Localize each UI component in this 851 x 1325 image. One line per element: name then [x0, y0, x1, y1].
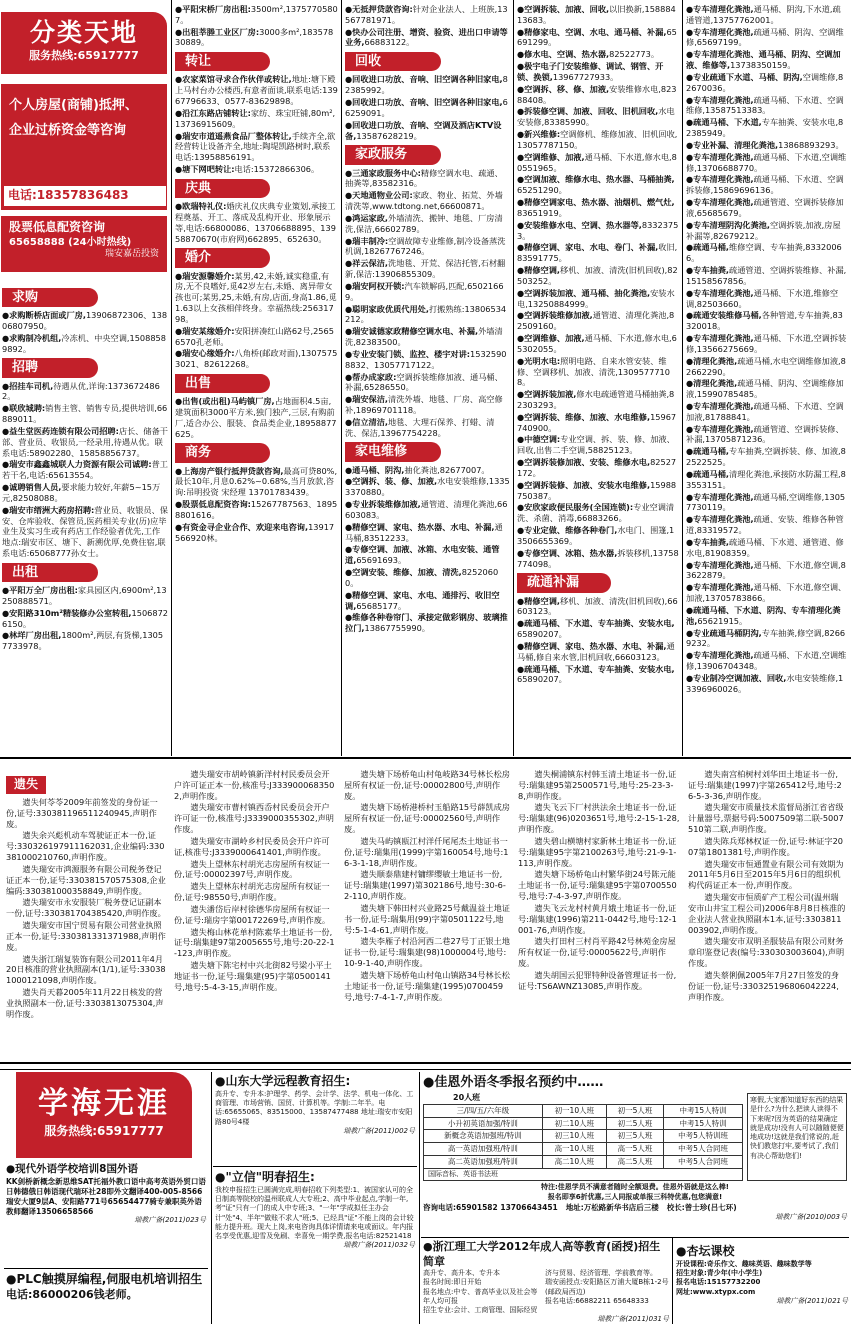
list-item: ●三通家政服务中心:精修空调水电、疏通、抽粪等,83582316。 [345, 167, 503, 189]
list-item: ●空调拆装加液、通马桶、抽化粪池,安装水电,13250884999。 [517, 287, 675, 309]
section-header-chuzu: 出租 [2, 563, 98, 582]
lost-notice: 遗失余兴彪机动车驾驶证正本一份,证号:330326197911162031,企业编码:330381000210760,声明作废。 [6, 830, 165, 863]
lost-notice: 遗失瑞安市国宁贸易有限公司营业执照正本一份,证号:330381331371988,声明作废。 [6, 920, 166, 952]
col5-list [686, 4, 848, 695]
list-item: ●欧瑞特礼仪:婚庆礼仪庆典专业策划,承接工程奠基、开工、落成及乱构开业、形象展示等,电话:66800086、13706688895、13958870670(市府网)662895、652630。 [175, 201, 336, 244]
list-item: ●空调维修、加液,通马桶、下水道,修水电,80551965。 [517, 151, 677, 173]
list-item: ●瑞丰制冷:空调故障专业维修,制冷设备蒸洗机调,18267767246。 [345, 235, 506, 257]
text-line: 招生对象:青少年(中小学生) [676, 1269, 763, 1278]
lost-notice: 遗失飞云龙村村黄月娥土地证书一份,证号:瑞集建(1996)第211-0442号,地号:12-1001-76,声明作废。 [518, 902, 677, 935]
edu-ad-title: ●PLC触摸屏编程,伺服电机培训招生 [6, 1272, 203, 1286]
list-item: ●专修空调、冰箱、热水器,拆装移机,13758774098。 [517, 547, 679, 569]
lost-notice: 遗失飞云下厂村洪法余土地证书一份,证号:瑞集建(96)0203651号,地号:2-15-1-28,声明作废。 [518, 802, 680, 835]
list-item: ●空调拆装修、加液、安装水电维修,15988750387。 [517, 479, 677, 501]
list-item: ●瑞安市鑫鑫城联人力资源有限公司诚聘:普工若干名,电话:65613554。 [2, 459, 168, 481]
list-item: ●极宇电子门安装维修、调试、钢管、开锁、换锁,13967727933。 [517, 61, 664, 82]
list-item: ●疏通马桶、下水道、阴沟、专车清理化粪池,65621915。 [686, 604, 841, 626]
col4 [517, 4, 679, 754]
text-line: 开设课程:奇乐作文、趣味英语、趣味数学等 [676, 1259, 812, 1268]
lost-notice: 遗失瑞安市恒通置业有限公司有效期为2011年5月6日至2015年5月6日的组织机构代码证正本一份,声明作废。 [688, 858, 844, 891]
list-item: ●瑞安源馨婚介:某男,42,未婚,诚实稳重,有房,无不良嗜好,觅42岁左右,未婚、离异带女孩也可;某男,25,未婚,有房,店面,身高1.86,觅1.63以上女孩相伴终身。幸福热线:25631798。 [175, 270, 337, 324]
edu-ad-a1 [6, 1163, 206, 1226]
huishou-list [345, 74, 510, 141]
list-item: ●专车清理化粪池,疏通管道、空调拆装修加液,65685679。 [686, 197, 844, 218]
lost-notice: 遗失马屿镇瓯江村洋仟尾尾杰土地证书一份,证号:瑞集用(1999)字第160054号,地号:16-3-1-18,声明作废。 [344, 835, 509, 868]
table-cell: 中考15人特训 [664, 1104, 743, 1117]
list-item: ●空调拆装修加液、安装、维修水电,82527172。 [517, 457, 677, 478]
list-item: ●光明水电:照明电路、自来水管安装、维修、空调移机、加液、清洗,13095777108。 [517, 355, 670, 388]
lost-notice: 遗失李雁子村沿河西二巷27号丁正银土地证书一份,证号:瑞集建(98)1000004号,地号:10-9-1-40,声明作废。 [344, 936, 510, 969]
edu-ad-code: 瑞教广备(2011)031号 [597, 1315, 669, 1324]
list-item: ●空调安装、维修、加液、清洗,82520600。 [345, 567, 499, 588]
lost-notice: 遗失潘岱后岸村徐德华房屋所有权证一份,证号:瑞房字第00172269号,声明作废。 [174, 903, 331, 925]
list-item: ●精修空调、家电、水电、通排污、收旧空调,65685177。 [345, 589, 500, 611]
text-line: 招生专业:会计、工商管理、国际经贸 [423, 1305, 538, 1314]
section-header-jiazheng: 家政服务 [345, 145, 441, 164]
hunjie-list [175, 271, 338, 370]
promo-text: 个人房屋(商铺)抵押、企业过桥资金等咨询 [9, 98, 138, 138]
list-item: ●回收进口功放、音响、旧空调各种旧家电,66259091。 [345, 97, 508, 118]
list-item: ●专修空调、加液、冰箱、水电安装、通管道,65691693。 [345, 544, 500, 566]
lost-notice: 遗失塘下场桥龟山村龟山镇路34号林长松土地证书一份,证号:瑞集建(1995)0700459号,地号:7-4-1-7,声明作废。 [344, 969, 510, 1002]
lost-notice: 遗失梅山林花单村陈素华土地证书一份,证号:瑞集建97第2005655号,地号:20-22-1-123,声明作废。 [174, 926, 335, 959]
lost-notice: 遗失塘下场桥港桥村玉船路15号薛凯成房屋所有权证一份,证号:00002560号,声明作废。 [344, 802, 510, 835]
lost-notice: 遗失肖天暮2005年11月22日核发的营业执照副本一份,证号:330381307530​4,声明作废。 [6, 987, 164, 1019]
lost-notice: 遗失塘下场桥龟山村龟岐路34号林长松房屋所有权证一份,证号:00002800号,声明作废。 [344, 769, 510, 801]
list-item: ●精修空调,移机、加液、清洗(旧机回收),82503252。 [517, 265, 678, 286]
list-item: ●空调拆装维修加液,通管道、清理化粪池,82509160。 [517, 310, 675, 332]
table-cell: 高一10人班 [542, 1143, 606, 1156]
list-item: ●专车清理阴沟化粪池,空调拆装,加液,房屋补漏等,82679212。 [686, 219, 841, 241]
lost-col2 [174, 769, 336, 994]
classified-sidebar [0, 0, 171, 757]
list-item: ●专业疏通马桶阴沟,专车抽粪,修空调,82669232。 [686, 627, 846, 649]
list-item: ●疏通安装维修马桶,各种管道,专车抽粪,83320018。 [686, 310, 843, 332]
table-cell: 中考5人合同班 [664, 1143, 743, 1156]
list-item: ●信立清洁,地毯、大理石保养、打蜡、清洗、保洁,13967754228。 [345, 416, 495, 438]
list-item: ●专车清理化粪池,通马桶、下水道,空调拆装修,13566275669。 [686, 333, 847, 354]
edu-ad-code: 瑞教广备(2010)003号 [775, 1212, 847, 1221]
section-header-chushou: 出售 [175, 374, 270, 393]
lost-col4 [518, 769, 680, 993]
list-item: ●招挂车司机,待遇从优,详询:13736724862。 [2, 380, 160, 402]
table-cell: 初一10人班 [542, 1104, 606, 1117]
list-item: ●帮办成家政:空调拆装维修加液、通马桶、补漏,65286550。 [345, 371, 503, 393]
list-item: ●专业定做、维修各种卷门,水电门、围篷,13506655369。 [517, 525, 675, 546]
list-item: ●求购断桥店面或厂房,13906872306、13806807950。 [2, 310, 168, 331]
list-item: ●专车抽粪,疏通管道、空调拆装维修、补漏,15158567856。 [686, 265, 847, 286]
lost-notice: 遗失南宫柏树村刘华田土地证书一份,证号:瑞集建(1997)字第265412号,地号:26-5-3-36,声明作废。 [688, 769, 842, 801]
list-item: ●专业制冷空调加液、回收,水电安装维修,13396960026。 [686, 672, 844, 694]
list-item: ●通马桶、阴沟,抽化粪池,82677007。 [345, 464, 490, 475]
table-cell: 初二5人班 [606, 1117, 663, 1130]
table-cell: 中考5人合同班 [664, 1156, 743, 1169]
lost-notice: 遗失瑞安市湖岭乡村民委员会开户许可证,核准号:J3339000641401,声明作废。 [174, 835, 330, 857]
table-cell: 初三10人班 [542, 1130, 606, 1143]
lost-notice: 遗失打田村三村肖平路42号林苑金房屋所有权证一份,证号:00005622号,声明作废。 [518, 936, 676, 969]
table-row [424, 1130, 743, 1143]
list-item: ●专车清理化粪池,疏通马桶,空调维修,13057730119。 [686, 491, 846, 513]
col3 [345, 4, 510, 754]
text-line: 网址:www.xtypx.com [676, 1287, 756, 1296]
list-item: ●瑞安诚德家政精修空调水电、补漏,外墙清洗,82383500。 [345, 326, 503, 348]
qingdian-list [175, 201, 338, 244]
list-item: ●专业安装门锁、监控、楼宇对讲:15325908832、13057717122。 [345, 348, 507, 370]
table-cell: 初二10人班 [542, 1117, 606, 1130]
edu-ad-body: KK剑桥新概念新思维SAT托福外教口语中高考英语外贸口语日韩德俄日韩语现代瑞环社28即外文翻译400-005-8566瑞安大厦9层A、安阳路771号65654477骑专兼职英外语教师翻译13506658566 [6, 1176, 206, 1216]
section-header-qiugou: 求购 [2, 288, 98, 307]
lost-notice: 遗失浙江瑞复装饰有限公司2011年4月20日核准的营业执照副本(1/1),证号:330381000121098,声明作废。 [6, 953, 166, 986]
section-header-shutong: 疏通补漏 [517, 573, 611, 592]
list-item: ●专车清理化粪池,疏通马桶、下水道,空调维修,13706688770。 [686, 151, 847, 173]
list-item: ●专车清理化粪池,疏通马桶、阴沟、空调维修,65697199。 [686, 26, 844, 48]
edu-ad-body: 电话:86000206钱老师。 [6, 1287, 138, 1301]
section-header-shangwu: 商务 [175, 443, 270, 462]
lost-notice: 遗失瑞安市鸿源服务有限公司税务登记证正本一份,证号:330381570575308,企业编码:330381000358849,声明作废。 [6, 863, 166, 896]
list-item: ●专车清理化粪池,通马桶、阴沟,下水道,疏通管道,13757762001。 [686, 4, 841, 25]
list-item: ●回收进口功放、音响、空调及酒店KTV设备,13587628219。 [345, 119, 502, 141]
edu-ad-body: 高升专、专升本:护理学、药学、会计学、法学、机电一体化、工商管理、市场营销、国贸、计算机等。学制:二年半。电话:65655065、83515000、13587477488 地址:瑞安市安阳路80号4楼 [215, 1089, 414, 1126]
table-cell: 中考5人特训班 [664, 1130, 743, 1143]
lost-notice: 遗失塘下场桥龟山村繁华街24号陈元能土地证书一份,证号:瑞集建95字第0700550号,地号:7-4-3-97,声明作废。 [518, 869, 677, 902]
list-item: ●专车清理化粪池,通马桶、下水道,维修空调,82503660。 [686, 287, 839, 309]
table-cell: 初三5人班 [606, 1130, 663, 1143]
list-item: ●无抵押贷款咨询:针对企业法人、上班族,13567781971。 [345, 4, 508, 25]
lost-notice: 遗失瑞安市双明圣服装品有限公司财务章印鉴登记表(编号:330303003604),声明作废。 [688, 936, 845, 969]
lost-notice: 遗失上望林东村胡光志房屋所有权证一份,证号:00002397号,声明作废。 [174, 858, 330, 880]
table-cell: 高二10人班 [542, 1156, 606, 1169]
edu-ad-title: ●杏坛课校 [676, 1244, 735, 1258]
col4-list [517, 4, 679, 569]
lost-notice: 遗失瑞安市永安服装厂税务登记证副本一份,证号:330381704385420,声明作废。 [6, 897, 166, 919]
list-item: ●修水电、空调、热水器,82522773。 [517, 49, 660, 60]
list-item: ●瑞安保洁,清洗外墙、地毯、厂房、高空修补,18969701118。 [345, 394, 503, 415]
edu-header [16, 1072, 192, 1158]
list-item: ●专车清理化粪池,通马桶、下水道,修空调、加液,13705783866。 [686, 582, 847, 604]
table-cell: 高二5人班 [606, 1156, 663, 1169]
section-header-zhaopin: 招聘 [2, 358, 98, 377]
zhaopin-list [2, 381, 168, 559]
table-cell: 初一5人班 [606, 1104, 663, 1117]
table-row [424, 1104, 743, 1117]
stock-company: 瑞安嘉岳投资 [104, 249, 159, 260]
list-item: ●疏通马桶,清理化粪池,承接防水防漏工程,83553151。 [686, 468, 846, 490]
section-header-jiadian: 家电维修 [345, 442, 441, 461]
promo-tel: 电话:18357836483 [4, 186, 166, 206]
edu-ad-title: ●浙江理工大学2012年成人高等教育(函授)招生简章 [423, 1240, 661, 1268]
list-item: ●快办公司注册、增资、验资、进出口申请等业务,66883122。 [345, 26, 508, 48]
edu-ad-title: ●"立信"明春招生: [215, 1170, 315, 1184]
text-line: 报名电话:15157732200 [676, 1278, 761, 1287]
lost-title: 遗失 [6, 776, 46, 794]
list-item: ●专业疏通下水道、马桶、阴沟,空调维修,82670036。 [686, 71, 844, 93]
list-item: ●专车清理化粪池,疏通马桶、下水道、空调维修,13587513383。 [686, 94, 844, 116]
text-line: 报名地点:中专、普高毕业以及社会等年人均可报 [423, 1287, 538, 1305]
class-special2: 报名即享6折优惠,三人同报或单报三科特优惠,包您满意! [547, 1192, 723, 1201]
list-item: ●专车清理化粪池,疏通马桶、下水道,空调维修,13906704348。 [686, 650, 847, 672]
table-cell: 高二英语加强班/特训 [424, 1156, 543, 1169]
edu-ad-code: 瑞教广备(2011)032号 [343, 1241, 415, 1250]
list-item: ●祥云保洁,洗地毯、开荒、保洁托管,石材翻新,保洁:13906855309。 [345, 258, 506, 280]
section-header-qingdian: 庆典 [175, 179, 270, 198]
lost-notice: 遗失顺泰鼎建村镛缪缨敏土地证书一份,证号:瑞集建(1997)第302186号,地号:30-6-2-110,声明作废。 [344, 869, 506, 902]
list-item: ●空调拆、装、修、加液,水电安装维修,13353370880。 [345, 476, 510, 498]
lost-notice: 遗失陈兵郑林权证一份,证号:林证字2007第1801381号,声明作废。 [688, 835, 843, 857]
lost-notice: 遗失上望林东村胡光志房屋所有权证一份,证号:98550号,声明作废。 [174, 881, 330, 903]
list-item: ●空调拆装加液,修水电疏通管道马桶抽粪,82303293。 [517, 389, 675, 410]
list-item: ●平阳宋桥厂房出租:3500m²,13757705807。 [175, 4, 338, 25]
lost-notice: 遗失瑞安市曹村镇西岙村民委员会开户许可证一份,核准号:J3339000355302,声明作废。 [174, 802, 334, 835]
edu-ad-a2 [6, 1272, 206, 1302]
table-row [424, 1117, 743, 1130]
list-item: ●联欣城聘:销售主管、销售专员,提供培训,66889011。 [2, 403, 168, 425]
zhuanrang-list [175, 74, 338, 174]
jiadian-list [345, 465, 510, 634]
lost-notice: 遗失何苓苓2009年前签发的身份证一份,证号:330381196511240945,声明作废。 [6, 797, 158, 829]
lost-notice: 遗失胡国云犯罪特种设备管理证书一份,证号:TS6AWNZ13085,声明作废。 [518, 969, 677, 991]
class-table [423, 1104, 743, 1169]
list-item: ●平阳万全厂房出租:家具园区内,6900m²,13250888571。 [2, 585, 167, 606]
stock-tel: 65658888 (24小时热线) [9, 236, 132, 248]
class-side: 寒假,大家都知道好东西的结果是什么?为什么把读人读得不下来呢?因为英语的结果确定就是成功!没有人可以随随便便地成功!这就是我们常说的,赶快们教您打牢,要考试了,我们有决心帮助您们! [747, 1093, 847, 1181]
table-row [424, 1143, 743, 1156]
table-cell: 高一英语加强班/特训 [424, 1143, 543, 1156]
list-item: ●空调拆装、加液、回收,以旧换新,15888413683。 [517, 4, 676, 25]
list-item: ●清理化粪池,疏通马桶、阴沟、空调维修加液,15990785485。 [686, 378, 844, 400]
list-item: ●精修空调、家电、水电、卷门、补漏,收旧,83591775。 [517, 242, 678, 264]
list-item: ●瑞安市缙洲大药房招聘:营业员、收银员、保安、仓库验收、保管员,医药相关专业(历)应毕业生及实习生或有药店工作经验者优先,工作地点:瑞安市区、塘下、新溯优厚,免费住宿,联系电话:65068777孙女士。 [2, 504, 168, 559]
qiugou-list [2, 310, 168, 354]
list-item: ●上海房产银行抵押贷款咨询,最高可贷80%,最长10年,月息0.62%~0.68%,当月放款,咨询:吊明投资 宋经理 13701783439。 [175, 465, 338, 498]
list-item: ●林垟厂房出租,1800m²,两层,有货梯,13057733978。 [2, 630, 164, 652]
lost-notice: 遗失瑞安市恒质矿产工程公司(温州瑞安市山井宝工程公司)2006年8月8日核准的企业法人营业执照副本1本,证号:3303811003902,声明作废。 [688, 892, 846, 935]
list-item: ●疏通马桶,维修空调、专车抽粪,83320066。 [686, 242, 842, 264]
edu-ad-code: 瑞教广备(2011)002号 [343, 1126, 415, 1135]
section-header-hunjie: 婚介 [175, 248, 270, 267]
list-item: ●出租莘塍工业区厂房:3000多m²,18357830889。 [175, 26, 334, 48]
list-item: ●瑞安心缘婚介:八角桥(邮政对面),13075753021、82612268。 [175, 348, 338, 370]
list-item: ●专车清理化粪池,疏通马桶、下水道、空调拆装修,15869696136。 [686, 174, 844, 196]
text-line: 高升专、高升本、专升本 [423, 1269, 500, 1278]
shangwu-list [175, 466, 338, 544]
edu-ad-code: 瑞教广备(2011)021号 [776, 1296, 848, 1305]
list-item: ●塘下网吧转让:电话:15372866306。 [175, 164, 320, 175]
edu-title: 学海无涯 [38, 1086, 170, 1121]
list-item: ●疏通马桶、下水道,专车抽粪、安装水电,82385949。 [686, 117, 844, 139]
edu-ad-b2 [215, 1170, 415, 1250]
list-item: ●安阳路310m²精装修办公室转租,15068726150。 [2, 607, 168, 629]
list-item: ●诚聘销售人员,要求能力较好,年薪5~15万元,82508088。 [2, 482, 161, 503]
list-item: ●有资金寻企业合作、欢迎来电咨询,13917566920林。 [175, 521, 335, 543]
col5 [686, 4, 848, 754]
class-head: 20人班 [453, 1093, 481, 1103]
col2-top-list [175, 4, 338, 48]
edu-ad-title: ●现代外语学校培训8国外语 [6, 1163, 138, 1175]
edu-ad-body [676, 1260, 848, 1297]
class-teacher: 校长:曾士珍(吕七环) [666, 1202, 737, 1212]
section-header-huishou: 回收 [345, 52, 441, 71]
col1-list [2, 285, 168, 653]
list-item: ●回收进口功放、音响、旧空调各种旧家电,82385992。 [345, 74, 508, 96]
list-item: ●空调维修、加液,通马桶、下水道,修水电,65302055。 [517, 333, 677, 354]
lost-notice: 遗失蔡俐佩2005年7月27日签发的身份证一份,证号:330325196806042224,声明作废。 [688, 969, 840, 1002]
list-item: ●瑞安市道遥燕食品厂整体转让,手续齐全,欲经营转让设备齐全,地址:陶堤凯路树时,联系电话:13958856191。 [175, 130, 336, 163]
list-item: ●瑞安阿权开锁:汽车锁解码,匹配,65021669。 [345, 280, 504, 302]
list-item: ●安装维修水电、空调、热水器等,83323753。 [517, 219, 679, 241]
list-item: ●专车清理化粪池、通马桶、阴沟、空调加液、维修等,13738350159。 [686, 49, 841, 71]
list-item: ●空调加液、维修水电、热水器、马桶抽粪,65251290。 [517, 174, 675, 196]
list-item: ●瑞安某缘婚介:安阳拼凑红山路62号,25656570孔老师。 [175, 325, 334, 347]
list-item: ●股票低息配资咨询:15267787563、18958801616。 [175, 499, 338, 520]
list-item: ●专车清理化粪池,疏通、安装、维修各种管道,83319572。 [686, 514, 844, 536]
list-item: ●专业拆装维修加液,通管道、清理化粪池,66603083。 [345, 499, 508, 520]
list-item: ●中德空调:专业空调、拆、装、修、加液、回收,出售二手空调,58825123。 [517, 434, 675, 456]
list-item: ●维修各种卷帘门、承接定做彩钢房、玻璃推拉门,13867755990。 [345, 612, 508, 634]
edu-ad-b1 [215, 1074, 415, 1136]
list-item: ●沿江东路店铺转让:家纺、珠宝旺铺,80m²,13736915609。 [175, 107, 336, 129]
edu-ad-body: 我校申报招生已圆满完成,明春招收下列类型:1、被国家认可的全日制高等院校的温州联成人大专班;2、高中毕业起点,学制一年,考"证"只有一门的成人中专班;3、"一年"学成拟任主办会计"处"4、半年"做账不求人"班;5、已经具"证"不能上岗的会计较能力提升班。现大上岗,来电咨询具体详情请来电或面议。年内报名享受优惠,迎雪及免刷、幸喜免一期学费,报名电话:82521418 [215, 1185, 414, 1240]
list-item: ●专车清理化粪池,疏通马桶、下水道、空调加液,81788841。 [686, 400, 844, 422]
lost-notice: 遗失塘下陈宅村中兴北街82号梁小平土地证书一份,证号:瑞集建(95)字第0500141号,地号:5-4-3-15,声明作废。 [174, 960, 332, 992]
hotline: 服务热线:65917777 [29, 49, 139, 62]
text-line: 瑞安函授点:安阳路区万浦大厦B栋1-2号(邮政局西边) [545, 1278, 669, 1296]
table-cell: 三/四/五/六年级 [424, 1104, 543, 1117]
edu-ad-body [423, 1269, 541, 1315]
list-item: ●拆装修空调、加液、回收、旧机回收,水电安装修,83385990。 [517, 106, 675, 128]
class-special: 特注:佳恩学员不满意者随时全额退费。佳恩外语就是这么棒! [541, 1183, 729, 1192]
col2 [175, 4, 338, 754]
class-note: 国际音标、英语书法班 [423, 1169, 743, 1181]
table-cell: 中考15人特训 [664, 1117, 743, 1130]
list-item: ●疏通马桶,专车抽粪,空调拆装、修、加液,82522525。 [686, 446, 846, 468]
list-item: ●专业补漏、清理化粪池,13868893293。 [686, 139, 844, 150]
lost-notice: 遗失塘下韩田村兴业路25号戴温益土地证书一份,证号:瑞集用(99)字第0501122号,地号:5-1-4-61,声明作废。 [344, 902, 510, 935]
lost-col5 [688, 769, 846, 1003]
lost-notice: 遗失瑞安市胡岭镇新洋村村民委员会开户许可证正本一份,核准号:J3339000683502,声明作废。 [174, 769, 335, 801]
table-row [424, 1156, 743, 1169]
jiazheng-list [345, 168, 510, 439]
shutong-list [517, 596, 679, 686]
education-section [0, 1072, 851, 1325]
chuzu-list [2, 585, 168, 652]
edu-hotline: 服务热线:65917777 [44, 1123, 164, 1138]
edu-ad-body [545, 1269, 669, 1315]
list-item: ●专车抽粪,疏通马桶、下水道、通管道、修水电,81908359。 [686, 536, 844, 558]
lost-section [0, 765, 851, 1065]
stock-box [1, 216, 167, 272]
edu-ad-c3 [676, 1244, 848, 1306]
list-item: ●空调拆、移、修、加液,安装维修水电,82388408。 [517, 83, 677, 105]
list-item: ●精修空调、家电、热水器、水电、补漏,通马桶,修自来水管,旧机回收,66603123。 [517, 640, 675, 662]
table-cell: 小升初英语加强/特训 [424, 1117, 543, 1130]
edu-ad-c1 [423, 1074, 847, 1222]
edu-ad-title: ●山东大学远程教育招生: [215, 1074, 351, 1088]
list-item: ●农家菜馆寻求合作伙伴或转让,地址:塘下殿上马村台办公楼西,有意者面谈,联系电话:13967796633、0577-83629898。 [175, 74, 338, 107]
text-line: 报名时间:即日开始 [423, 1278, 482, 1287]
list-item: ●精修空调、家电、热水器、水电、补漏,通马桶,83512233。 [345, 521, 503, 543]
list-item: ●疏通马桶、下水道、专车抽粪、安装水电,65890207。 [517, 618, 675, 640]
class-tel: 咨询电话:65901582 13706643451 [423, 1202, 558, 1212]
table-cell: 新概念英语加强班/特训 [424, 1130, 543, 1143]
text-line: 济与贸易、经济管理、学前教育等。 [545, 1269, 657, 1278]
list-item: ●精修空调家电、热水器、油烟机、燃气灶,83651919。 [517, 197, 675, 218]
edu-ad-c2 [423, 1240, 669, 1324]
list-item: ●新兴维修:空调修机、维修加液、旧机回收,13057787150。 [517, 129, 678, 150]
list-item: ●疏通马桶、下水道、专车抽粪、安装水电,65890207。 [517, 663, 675, 685]
section-title: 分类天地 [29, 18, 138, 47]
edu-ad-code: 瑞教广备(2011)023号 [134, 1216, 206, 1225]
list-item: ●空调拆装、维修、加液、水电维修,15967740900。 [517, 411, 677, 433]
edu-ad-title: ●佳恩外语冬季报名预约中…… [423, 1075, 604, 1090]
list-item: ●安欣家政便民服务(全国连锁):专业空调清洗、杀菌、消毒,66883266。 [517, 502, 675, 524]
list-item: ●益生堂医药连锁有限公司招聘:店长、储备干部、营业员、收银员,一经录用,待遇从优。联系电话:58902280、15858856737。 [2, 425, 168, 458]
lost-notice: 遗失桐浦镇东村韩玉清土地证书一份,证号:瑞集建95第2500571号,地号:25-23-3-8,声明作废。 [518, 769, 677, 801]
list-item: ●天地通物业公司:家政、物业、拓荒、外墙清洗等,www.tdtong.net,66600871。 [345, 190, 503, 212]
list-item: ●求购制冷机组,冷冻机、中央空调,15088589892。 [2, 332, 166, 354]
class-addr: 地址:万松路新华书店后三楼 [565, 1202, 659, 1212]
list-item: ●专车清理化粪池,疏通管道、空调拆装修、补漏,13705871236。 [686, 423, 844, 445]
text-line: 报名电话:66882211 65648333 [545, 1296, 649, 1305]
classified-header [1, 12, 167, 74]
table-cell: 高一5人班 [606, 1143, 663, 1156]
section-header-zhuanrang: 转让 [175, 52, 270, 71]
list-item: ●清理化粪池,疏通马桶,水电空调维修加液,82662290。 [686, 355, 846, 377]
list-item: ●鸿运家政,外墙清洗、搬钟、地毯、厂房清洗,保洁,66602789。 [345, 212, 503, 234]
lost-col3 [344, 769, 510, 1003]
list-item: ●专车清理化粪池,通马桶、下水道,修空调,83622879。 [686, 559, 846, 581]
col3-top-list [345, 4, 510, 48]
lost-col1 [6, 797, 166, 1021]
stock-title: 股票低息配资咨询 [9, 220, 106, 234]
lost-notice: 遗失瑞安市质量技术监督局浙江省省级计量器号,票据号码:5007509第二联-5007510第二联,声明作废。 [688, 802, 844, 835]
list-item: ●精修空调,移机、加液、清洗(旧机回收),66603123。 [517, 595, 678, 617]
list-item: ●精修家电、空调、水电、通马桶、补漏,65691299。 [517, 26, 677, 48]
chushou-list [175, 396, 338, 439]
lost-notice: 遗失碧山横塘村家新林土地证书一份,证号:瑞集建95字第2100263号,地号:21-9-1-113,声明作废。 [518, 835, 677, 868]
list-item: ●聪明家政优质代用处,打搬熟练:13806534212。 [345, 303, 507, 325]
list-item: ●出售(或出租)马屿镇厂房,占地面积4.5亩,建筑面积3000平方米,独门独产,三层,有购前厂,适合办公、服装、食品类企业,18958877625。 [175, 396, 337, 439]
